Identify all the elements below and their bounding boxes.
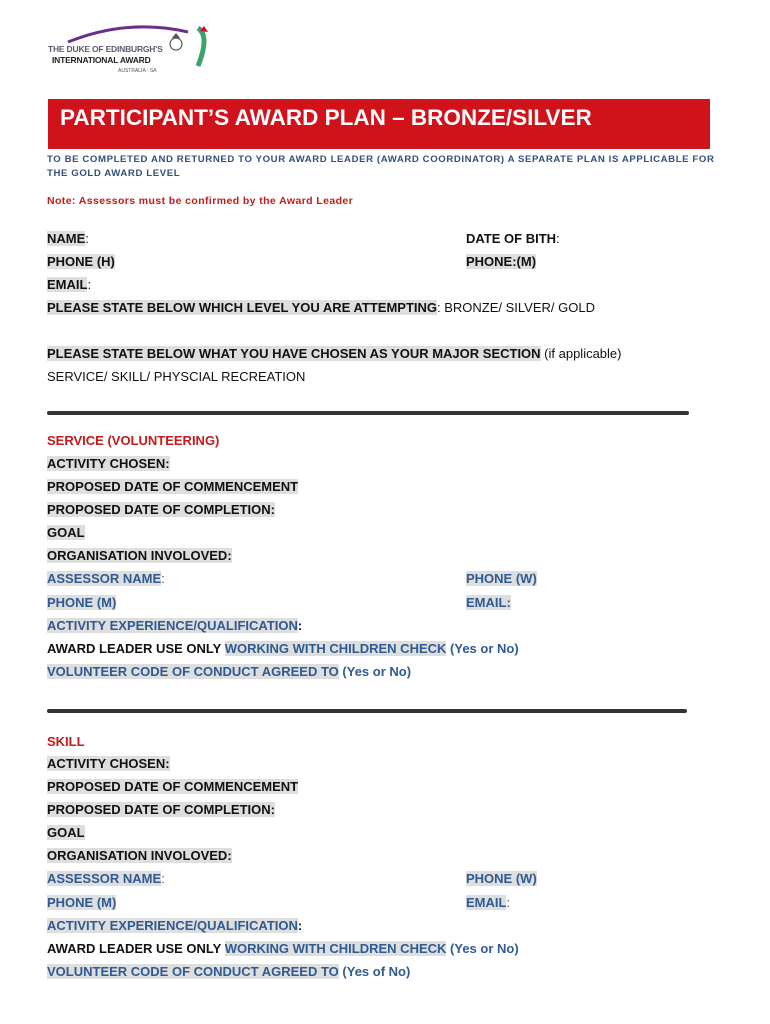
- assessor-label: ASSESSOR NAME: [47, 871, 162, 886]
- skill-heading: SKILL: [47, 734, 85, 749]
- goal-label: GOAL: [47, 825, 85, 840]
- major-note: (if applicable): [540, 346, 622, 361]
- colon: :: [556, 231, 560, 246]
- logo-line-3: AUSTRALIA - SA: [118, 68, 157, 74]
- completion-label: PROPOSED DATE OF COMPLETION:: [47, 502, 275, 517]
- org-label: ORGANISATION INVOLOVED:: [47, 848, 232, 863]
- code-options: (Yes or No): [338, 664, 412, 679]
- commence-label: PROPOSED DATE OF COMMENCEMENT: [47, 779, 299, 794]
- skill-code-field[interactable]: [47, 964, 410, 979]
- skill-email-field[interactable]: [466, 895, 510, 910]
- skill-assessor-field[interactable]: [47, 871, 165, 886]
- colon: :: [161, 871, 165, 886]
- phone-m-field[interactable]: [466, 254, 536, 269]
- service-phone-m-field[interactable]: [47, 595, 116, 610]
- wwcc-options: (Yes or No): [446, 641, 519, 656]
- email-field[interactable]: [47, 277, 91, 292]
- email-label: EMAIL:: [466, 595, 511, 610]
- experience-label: ACTIVITY EXPERIENCE/QUALIFICATION: [47, 918, 298, 933]
- instructions: TO BE COMPLETED AND RETURNED TO YOUR AWARD LEADER (AWARD COORDINATOR) A SEPARATE PLAN IS APPLICABLE FOR THE GOLD AWARD LEVEL: [47, 154, 715, 179]
- service-completion-field[interactable]: [47, 502, 275, 517]
- activity-label: ACTIVITY CHOSEN:: [47, 756, 170, 771]
- skill-wwcc-field[interactable]: [47, 941, 519, 956]
- colon: :: [85, 231, 89, 246]
- phone-h-label: PHONE (H): [47, 254, 115, 269]
- divider-2: [47, 709, 687, 713]
- skill-experience-field[interactable]: [47, 918, 302, 933]
- goal-label: GOAL: [47, 525, 85, 540]
- service-goal-field[interactable]: [47, 525, 85, 540]
- dob-field[interactable]: [466, 231, 560, 246]
- experience-label: ACTIVITY EXPERIENCE/QUALIFICATION: [47, 618, 298, 633]
- skill-completion-field[interactable]: [47, 802, 275, 817]
- skill-commence-field[interactable]: [47, 779, 298, 794]
- skill-org-field[interactable]: [47, 848, 232, 863]
- service-heading: SERVICE (VOLUNTEERING): [47, 433, 220, 448]
- colon: :: [506, 895, 511, 910]
- leader-only-label: AWARD LEADER USE ONLY: [47, 641, 225, 656]
- phone-m-label: PHONE (M): [47, 895, 117, 910]
- level-label: PLEASE STATE BELOW WHICH LEVEL YOU ARE ATTEMPTING: [47, 300, 438, 315]
- email-label: EMAIL: [47, 277, 88, 292]
- level-question[interactable]: [47, 300, 595, 315]
- skill-activity-field[interactable]: [47, 756, 170, 771]
- skill-goal-field[interactable]: [47, 825, 85, 840]
- wwcc-options: (Yes or No): [446, 941, 519, 956]
- commence-label: PROPOSED DATE OF COMMENCEMENT: [47, 479, 299, 494]
- wwcc-label: WORKING WITH CHILDREN CHECK: [224, 641, 447, 656]
- skill-phone-w-field[interactable]: [466, 871, 537, 886]
- service-wwcc-field[interactable]: [47, 641, 519, 656]
- major-section-options[interactable]: SERVICE/ SKILL/ PHYSCIAL RECREATION: [47, 369, 306, 384]
- org-label: ORGANISATION INVOLOVED:: [47, 548, 232, 563]
- service-phone-w-field[interactable]: [466, 571, 537, 586]
- activity-label: ACTIVITY CHOSEN:: [47, 456, 170, 471]
- name-field[interactable]: [47, 231, 89, 246]
- phone-h-field[interactable]: [47, 254, 115, 269]
- dob-label: DATE OF BITH: [466, 231, 557, 246]
- colon: :: [161, 571, 165, 586]
- assessor-label: ASSESSOR NAME: [47, 571, 162, 586]
- wwcc-label: WORKING WITH CHILDREN CHECK: [224, 941, 447, 956]
- award-logo: [48, 22, 218, 84]
- colon: :: [297, 618, 303, 633]
- divider-1: [47, 411, 689, 415]
- code-options: (Yes of No): [338, 964, 411, 979]
- service-experience-field[interactable]: [47, 618, 302, 633]
- phone-w-label: PHONE (W): [466, 571, 537, 586]
- logo-line-1: THE DUKE OF EDINBURGH'S: [48, 44, 163, 54]
- name-label: NAME: [47, 231, 86, 246]
- completion-label: PROPOSED DATE OF COMPLETION:: [47, 802, 275, 817]
- code-label: VOLUNTEER CODE OF CONDUCT AGREED TO: [47, 664, 339, 679]
- phone-w-label: PHONE (W): [466, 871, 537, 886]
- leader-only-label: AWARD LEADER USE ONLY: [47, 941, 225, 956]
- code-label: VOLUNTEER CODE OF CONDUCT AGREED TO: [47, 964, 339, 979]
- service-assessor-field[interactable]: [47, 571, 165, 586]
- level-options: : BRONZE/ SILVER/ GOLD: [437, 300, 595, 315]
- major-label: PLEASE STATE BELOW WHAT YOU HAVE CHOSEN AS YOUR MAJOR SECTION: [47, 346, 541, 361]
- service-org-field[interactable]: [47, 548, 232, 563]
- logo-line-2: INTERNATIONAL AWARD: [52, 55, 151, 65]
- phone-m-label: PHONE (M): [47, 595, 117, 610]
- service-activity-field[interactable]: [47, 456, 170, 471]
- assessor-note: Note: Assessors must be confirmed by the Award Leader: [47, 195, 354, 207]
- colon: :: [87, 277, 92, 292]
- page-title: PARTICIPANT’S AWARD PLAN – BRONZE/SILVER: [48, 99, 710, 149]
- service-commence-field[interactable]: [47, 479, 298, 494]
- service-code-field[interactable]: [47, 664, 411, 679]
- skill-phone-m-field[interactable]: [47, 895, 116, 910]
- colon: :: [297, 918, 303, 933]
- major-section-question: [47, 346, 622, 361]
- service-email-field[interactable]: [466, 595, 511, 610]
- email-label: EMAIL: [466, 895, 507, 910]
- phone-m-label: PHONE:(M): [466, 254, 537, 269]
